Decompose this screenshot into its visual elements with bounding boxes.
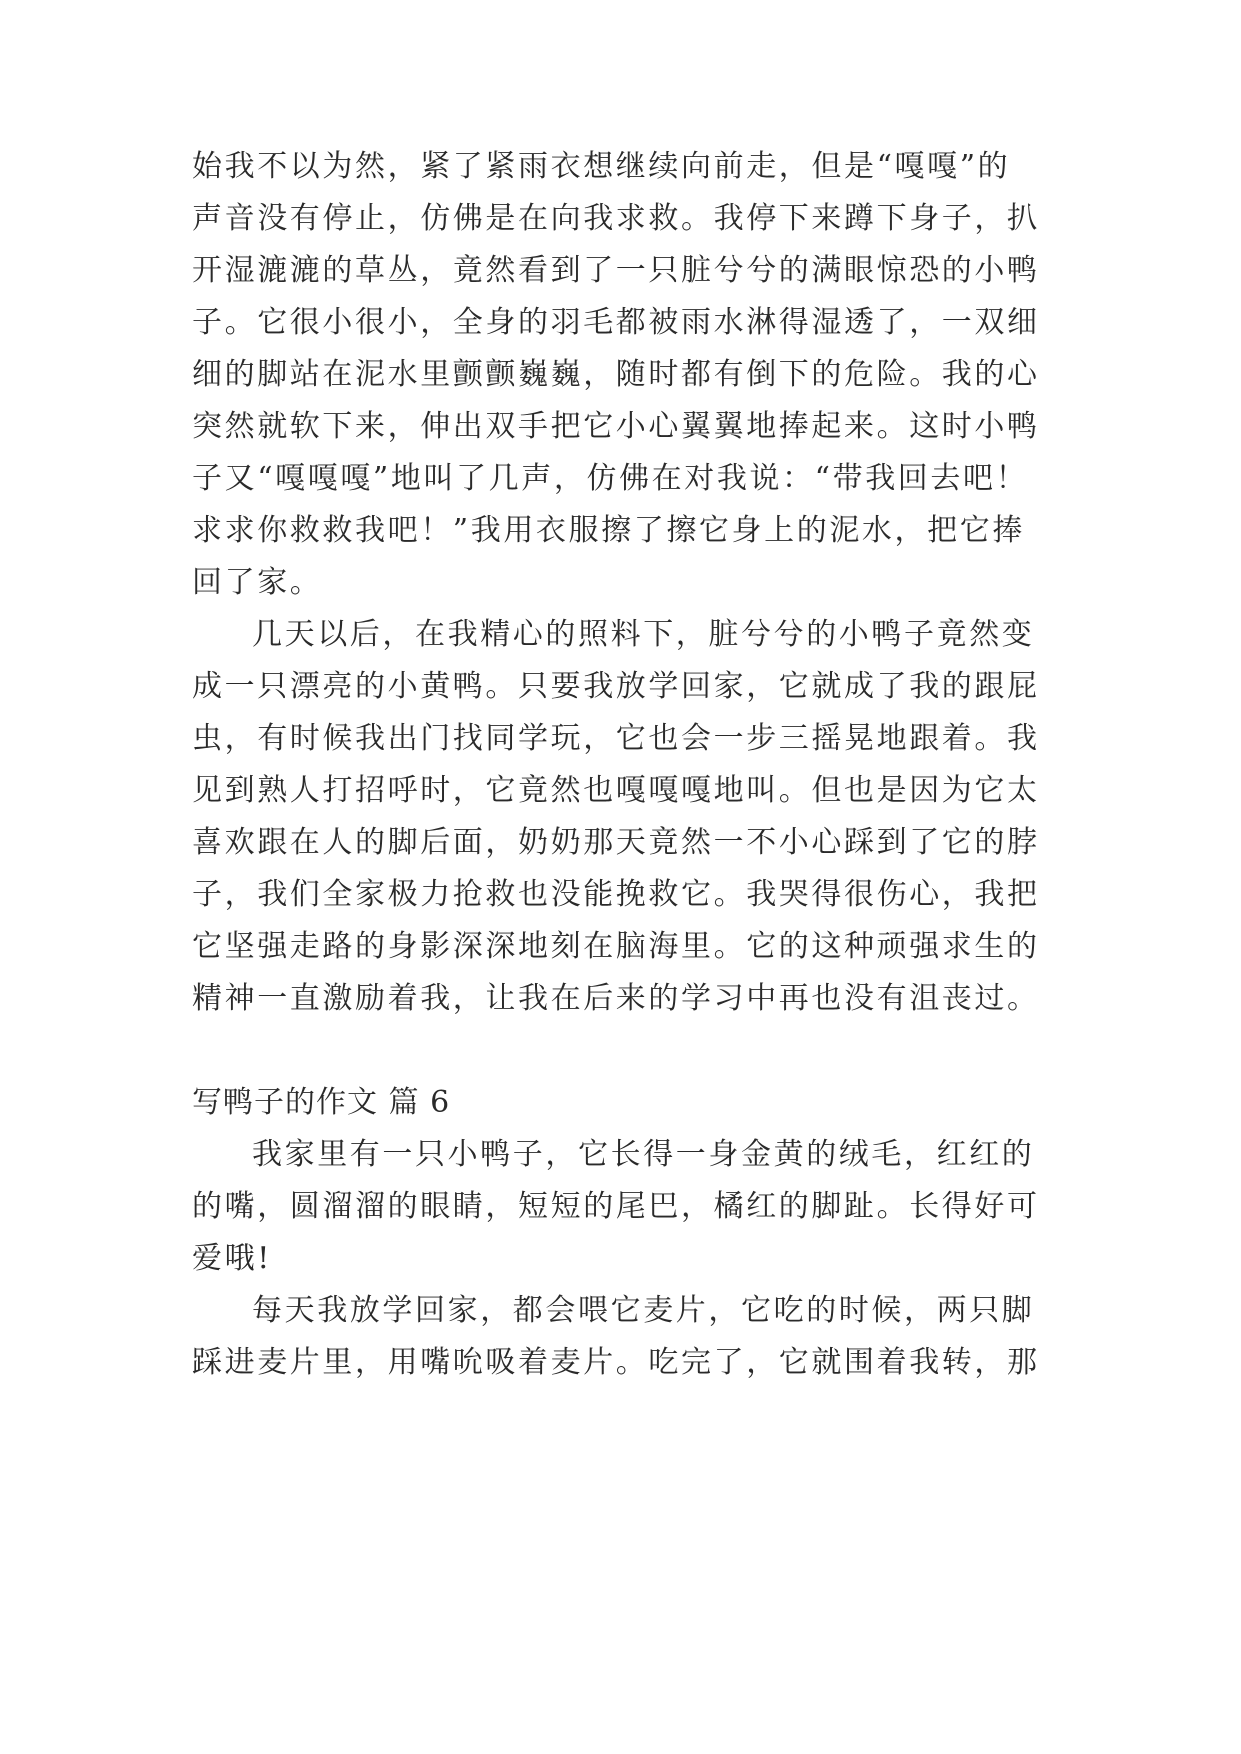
paragraph-line: 虫，有时候我出门找同学玩，它也会一步三摇晃地跟着。我: [192, 721, 1040, 756]
paragraph-line: 喜欢跟在人的脚后面，奶奶那天竟然一不小心踩到了它的脖: [192, 825, 1040, 860]
paragraph-line: 子，我们全家极力抢救也没能挽救它。我哭得很伤心，我把: [192, 877, 1040, 912]
paragraph-line: 几天以后，在我精心的照料下，脏兮兮的小鸭子竟然变: [252, 617, 1035, 652]
paragraph-line: 我家里有一只小鸭子，它长得一身金黄的绒毛，红红的: [252, 1137, 1035, 1172]
paragraph-line: 子又“嘎嘎嘎”地叫了几声，仿佛在对我说：“带我回去吧！: [192, 461, 1029, 496]
paragraph-line: 爱哦!: [192, 1241, 272, 1276]
paragraph-line: 踩进麦片里，用嘴吮吸着麦片。吃完了，它就围着我转，那: [192, 1345, 1040, 1380]
paragraph-line: 的嘴，圆溜溜的眼睛，短短的尾巴，橘红的脚趾。长得好可: [192, 1189, 1040, 1224]
paragraph-line: 求求你救救我吧！”我用衣服擦了擦它身上的泥水，把它捧: [192, 513, 1025, 548]
paragraph-line: 开湿漉漉的草丛，竟然看到了一只脏兮兮的满眼惊恐的小鸭: [192, 253, 1040, 288]
paragraph-line: 每天我放学回家，都会喂它麦片，它吃的时候，两只脚: [252, 1293, 1035, 1328]
paragraph-line: 成一只漂亮的小黄鸭。只要我放学回家，它就成了我的跟屁: [192, 669, 1040, 704]
section-heading: 写鸭子的作文 篇 6: [192, 1085, 451, 1120]
paragraph-line: 见到熟人打招呼时，它竟然也嘎嘎嘎地叫。但也是因为它太: [192, 773, 1040, 808]
paragraph-line: 回了家。: [192, 565, 323, 600]
paragraph-line: 声音没有停止，仿佛是在向我求救。我停下来蹲下身子，扒: [192, 201, 1040, 236]
paragraph-line: 它坚强走路的身影深深地刻在脑海里。它的这种顽强求生的: [192, 929, 1040, 964]
paragraph-line: 突然就软下来，伸出双手把它小心翼翼地捧起来。这时小鸭: [192, 409, 1040, 444]
paragraph-line: 子。它很小很小，全身的羽毛都被雨水淋得湿透了，一双细: [192, 305, 1040, 340]
paragraph-line: 始我不以为然，紧了紧雨衣想继续向前走，但是“嘎嘎”的: [192, 149, 1011, 184]
paragraph-line: 精神一直激励着我，让我在后来的学习中再也没有沮丧过。: [192, 981, 1040, 1016]
paragraph-line: 细的脚站在泥水里颤颤巍巍，随时都有倒下的危险。我的心: [192, 357, 1040, 392]
